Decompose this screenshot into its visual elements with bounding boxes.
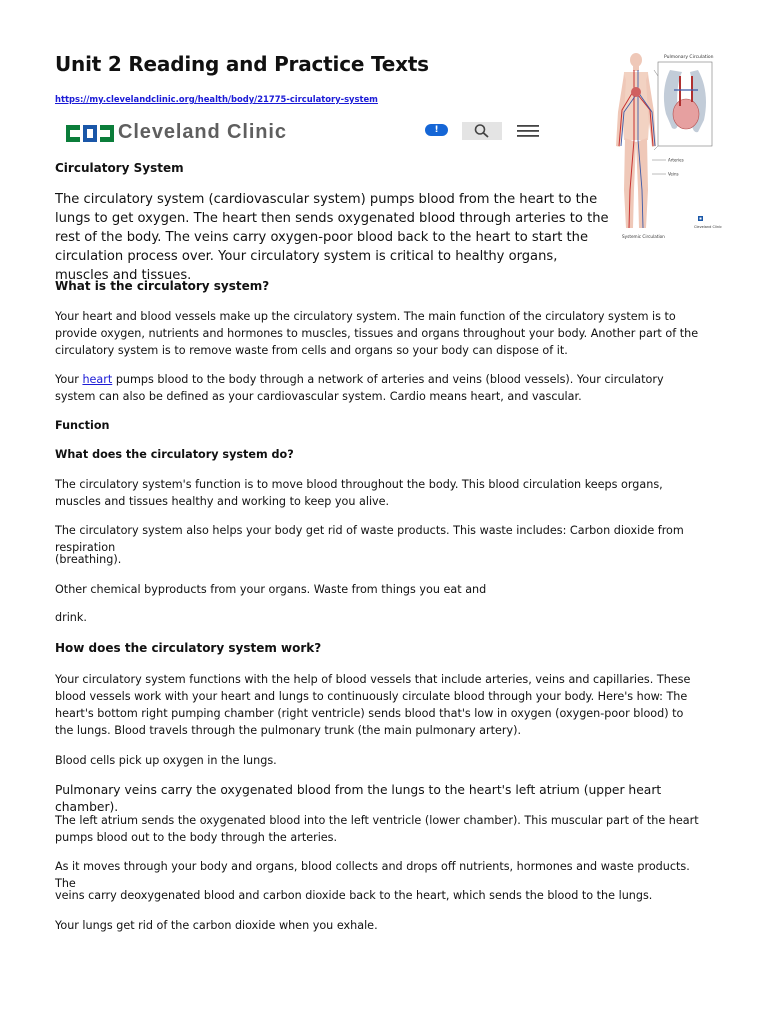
paragraph-5: (breathing).	[55, 553, 122, 566]
question-heading-2: What does the circulatory system do?	[55, 448, 294, 461]
paragraph-14: Your lungs get rid of the carbon dioxide when you exhale.	[55, 919, 378, 932]
circulation-illustration	[608, 50, 722, 245]
paragraph-11: The left atrium sends the oxygenated blood into the left ventricle (lower chamber). This muscular part of the heart pumps blood out to the body through the arteries.	[55, 814, 699, 844]
paragraph-9: Blood cells pick up oxygen in the lungs.	[55, 754, 277, 767]
question-heading-3: How does the circulatory system work?	[55, 641, 322, 655]
logo-text: Cleveland Clinic	[118, 121, 287, 143]
paragraph-4: The circulatory system also helps your body get rid of waste products. This waste includes: Carbon dioxide from respiration	[55, 524, 684, 554]
figure-label-veins: Veins	[668, 171, 679, 177]
figure-logo-text: Cleveland Clinic	[694, 225, 722, 229]
logo-mark-icon	[66, 125, 114, 142]
search-icon[interactable]	[462, 122, 502, 140]
paragraph-7: drink.	[55, 611, 87, 624]
cleveland-clinic-header	[62, 118, 552, 144]
question-heading-1: What is the circulatory system?	[55, 279, 270, 293]
paragraph-12: As it moves through your body and organs, blood collects and drops off nutrients, hormones and waste products. The	[55, 860, 690, 890]
paragraph-6: Other chemical byproducts from your organs. Waste from things you eat and	[55, 583, 487, 596]
alert-icon[interactable]: !	[425, 124, 448, 136]
figure-label-arteries: Arteries	[668, 157, 684, 163]
function-heading: Function	[55, 419, 110, 432]
paragraph-1: Your heart and blood vessels make up the circulatory system. The main function of the circulatory system is to provide oxygen, nutrients and hormones to muscles, tissues and organs throughout your body. Another part of the circulatory system is to remove waste from cells and organs so your body can dispose of it.	[55, 310, 699, 357]
intro-paragraph: The circulatory system (cardiovascular system) pumps blood from the heart to the lungs to get oxygen. The heart then sends oxygenated blood through arteries to the rest of the body. The veins carry oxygen-poor blood back to the heart to start the circulation process over. Your circulatory system is critical to healthy organs, muscles and tissues.	[55, 192, 609, 283]
paragraph-2-text-before: Your	[55, 373, 83, 386]
menu-icon[interactable]	[517, 125, 539, 137]
circulation-figure	[608, 50, 722, 245]
paragraph-8: Your circulatory system functions with the help of blood vessels that include arteries, veins and capillaries. These blood vessels work with your heart and lungs to continuously circulate blood through your body. Here's how: The heart's bottom right pumping chamber (right ventricle) sends blood that's low in oxygen (oxygen-poor blood) to the lungs. Blood travels through the pulmonary trunk (the main pulmonary artery).	[55, 673, 691, 737]
paragraph-13: veins carry deoxygenated blood and carbon dioxide back to the heart, which sends the blood to the lungs.	[55, 889, 653, 902]
figure-top-label: Pulmonary Circulation	[664, 55, 714, 60]
heart-link[interactable]: heart	[82, 373, 113, 386]
paragraph-10: Pulmonary veins carry the oxygenated blood from the lungs to the heart's left atrium (upper heart chamber).	[55, 783, 662, 814]
paragraph-2-text-after: pumps blood to the body through a network of arteries and veins (blood vessels). Your circulatory system can also be defined as your cardiovascular system. Cardio means heart, and vascular.	[55, 373, 664, 403]
paragraph-3: The circulatory system's function is to move blood throughout the body. This blood circulation keeps organs, muscles and tissues healthy and working to keep you alive.	[55, 478, 663, 508]
page-title: Unit 2 Reading and Practice Texts	[55, 52, 429, 76]
paragraph-2	[55, 371, 705, 405]
source-url-link[interactable]: https://my.clevelandclinic.org/health/body/21775-circulatory-system	[55, 94, 378, 104]
section-heading: Circulatory System	[55, 161, 184, 175]
figure-bottom-label: Systemic Circulation	[622, 234, 665, 239]
